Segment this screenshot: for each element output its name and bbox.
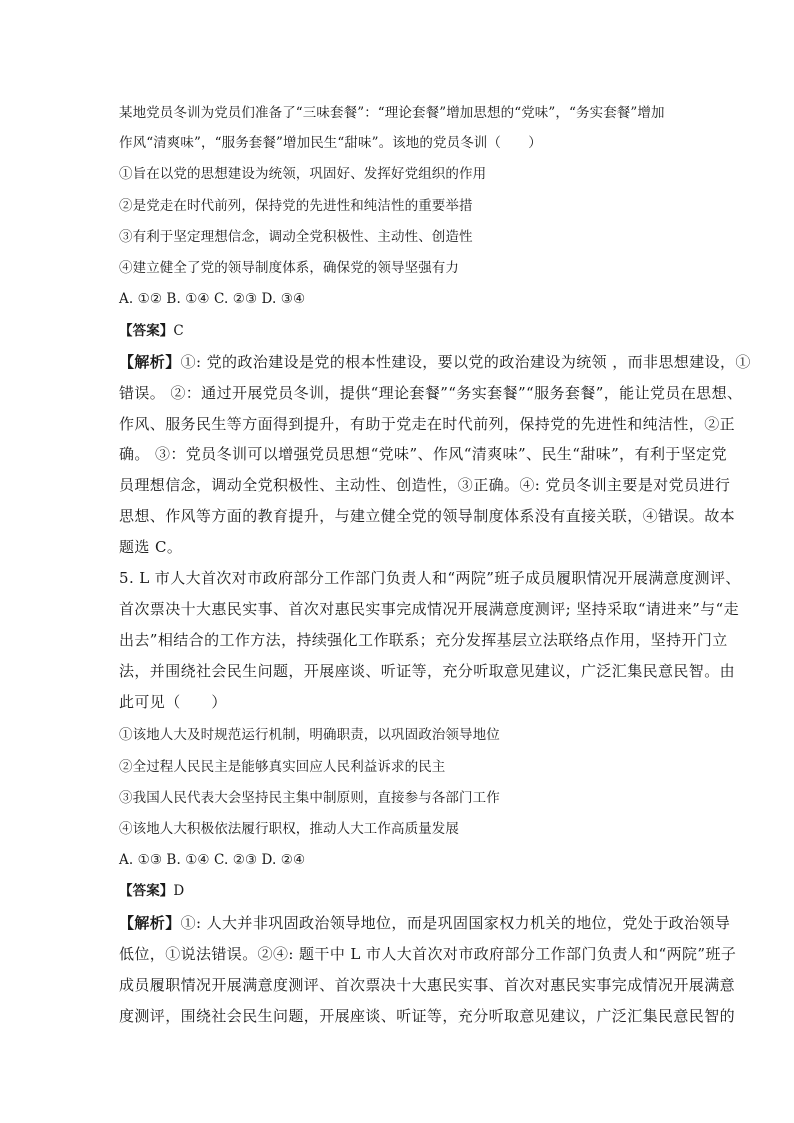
- analysis-text: ①: 党的政治建设是党的根本性建设，要以党的政治建设为统领 ，而非思想建设，①: [180, 353, 751, 371]
- q5-analysis-line-3: 成员履职情况开展满意度测评、首次票决十大惠民实事、首次对惠民实事完成情况开展满意: [119, 976, 736, 994]
- answer-value: C: [173, 323, 184, 339]
- q5-stem-line-5: 此可见（ ）: [119, 693, 227, 711]
- q4-analysis-line-5: 员理想信念，调动全党积极性、主动性、创造性，③正确。④: 党员冬训主要是对党员进行: [119, 476, 731, 494]
- q4-analysis-line-2: 错误。 ②：通过开展党员冬训，提供“理论套餐”“务实套餐”“服务套餐”，能让党员在思想、: [119, 384, 743, 402]
- q4-stem-line-2: 作风“清爽味”，“服务套餐”增加民生“甜味”。该地的党员冬训（ ）: [119, 135, 542, 151]
- q5-answer: [119, 881, 184, 901]
- q4-answer: [119, 321, 184, 341]
- q4-option-1: ①旨在以党的思想建设为统领，巩固好、发挥好党组织的作用: [119, 166, 487, 182]
- q4-choices: A. ①② B. ①④ C. ②③ D. ③④: [119, 291, 306, 307]
- analysis-text: ①: 人大并非巩固政治领导地位，而是巩固国家权力机关的地位，党处于政治领导: [180, 914, 731, 932]
- q4-option-4: ④建立健全了党的领导制度体系，确保党的领导坚强有力: [119, 260, 459, 276]
- q5-option-4: ④该地人大积极依法履行职权，推动人大工作高质量发展: [119, 821, 459, 837]
- q5-option-3: ③我国人民代表大会坚持民主集中制原则，直接参与各部门工作: [119, 790, 500, 806]
- analysis-tag: 【解析】: [119, 353, 181, 371]
- q5-analysis-line-2: 低位，①说法错误。②④: 题干中 L 市人大首次对市政府部分工作部门负责人和“两院”班子: [119, 945, 737, 963]
- answer-tag: 【答案】: [119, 323, 174, 339]
- q4-analysis-line-1: [119, 351, 751, 373]
- answer-value: D: [173, 883, 185, 899]
- q4-option-3: ③有利于坚定理想信念，调动全党积极性、主动性、创造性: [119, 229, 473, 245]
- q4-analysis-line-7: 题选 C。: [119, 538, 183, 556]
- q5-analysis-line-4: 度测评，围绕社会民生问题，开展座谈、听证等，充分听取意见建议，广泛汇集民意民智的: [119, 1007, 736, 1025]
- q4-stem-line-1: 某地党员冬训为党员们准备了“三味套餐”：“理论套餐”增加思想的“党味”，“务实套餐”增加: [119, 105, 665, 121]
- q4-analysis-line-3: 作风、服务民生等方面得到提升，有助于党走在时代前列，保持党的先进性和纯洁性，②正: [119, 415, 736, 433]
- q5-analysis-line-1: [119, 912, 730, 934]
- q5-option-2: ②全过程人民民主是能够真实回应人民利益诉求的民主: [119, 759, 446, 775]
- q5-stem-line-2: 首次票决十大惠民实事、首次对惠民实事完成情况开展满意度测评; 坚持采取“请进来”与“走: [119, 600, 740, 618]
- q4-option-2: ②是党走在时代前列，保持党的先进性和纯洁性的重要举措: [119, 198, 473, 214]
- q4-analysis-line-4: 确。 ③：党员冬训可以增强党员思想“党味”、作风“清爽味”、民生“甜味”，有利于坚定党: [119, 445, 727, 463]
- q5-choices: A. ①③ B. ①④ C. ②③ D. ②④: [119, 852, 306, 868]
- q5-stem-line-4: 法，并围绕社会民生问题，开展座谈、听证等，充分听取意见建议，广泛汇集民意民智。由: [119, 662, 736, 680]
- q5-stem-line-3: 出去”相结合的工作方法，持续强化工作联系；充分发挥基层立法联络点作用，坚持开门立: [119, 631, 728, 649]
- q5-stem-line-1: 5. L 市人大首次对市政府部分工作部门负责人和“两院”班子成员履职情况开展满意度测评、: [119, 569, 741, 587]
- answer-tag: 【答案】: [119, 883, 174, 899]
- q4-analysis-line-6: 思想、作风等方面的教育提升，与建立健全党的领导制度体系没有直接关联，④错误。故本: [119, 507, 736, 525]
- q5-option-1: ①该地人大及时规范运行机制，明确职责，以巩固政治领导地位: [119, 727, 500, 743]
- analysis-tag: 【解析】: [119, 914, 181, 932]
